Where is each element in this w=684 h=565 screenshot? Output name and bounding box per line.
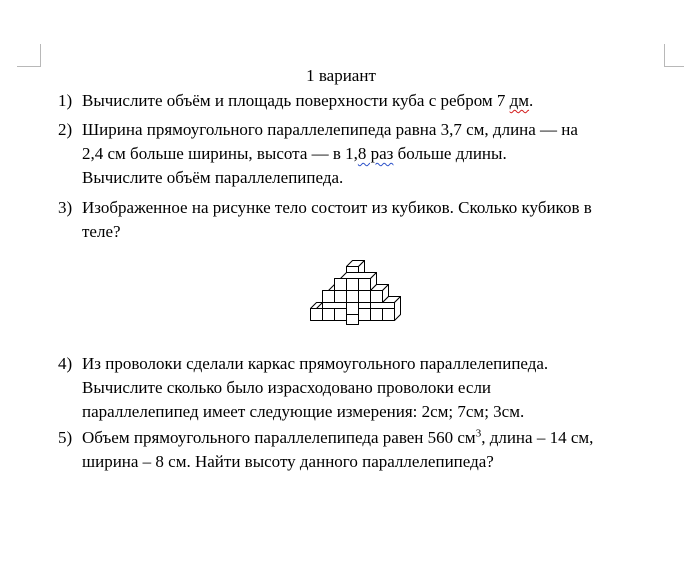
page-corner-mark-top-left [17,44,41,67]
task-text-line: Вычислите объём параллелепипеда. [82,168,344,187]
cube-stack-figure [305,252,409,331]
task-number: 3) [58,198,73,217]
variant-title: 1 вариант [306,66,376,85]
task-3 [58,196,658,244]
task-1 [58,89,658,113]
task-text-line: Объем прямоугольного параллелепипеда равен 560 $см^3$, длина – 14 см, [82,427,594,447]
cube-stack-icon [305,252,409,326]
task-text-line: Изображенное на рисунке тело состоит из кубиков. Сколько кубиков в [82,198,592,217]
task-text-line: параллелепипед имеет следующие измерения: 2см; 7см; 3см. [82,402,525,421]
page-corner-mark-top-right [664,44,684,67]
task-number: 1) [58,91,73,110]
task-number: 5) [58,428,73,447]
task-text-line: теле? [82,222,121,241]
task-text-line: Ширина прямоугольного параллелепипеда равна 3,7 см, длина — на [82,120,578,139]
task-4 [58,352,658,424]
task-number: 2) [58,120,73,139]
task-text-line: ширина – 8 см. Найти высоту данного параллелепипеда? [82,452,494,471]
task-text-line: Из проволоки сделали каркас прямоугольного параллелепипеда. [82,354,549,373]
task-text-line: 2,4 см больше ширины, высота — в 1,8 раз больше длины. [82,144,507,163]
task-5 [58,426,658,474]
task-text: Вычислите объём и площадь поверхности куба с ребром 7 дм. [82,91,534,110]
task-text-line: Вычислите сколько было израсходовано проволоки если [82,378,492,397]
task-2 [58,118,658,190]
task-number: 4) [58,354,73,373]
